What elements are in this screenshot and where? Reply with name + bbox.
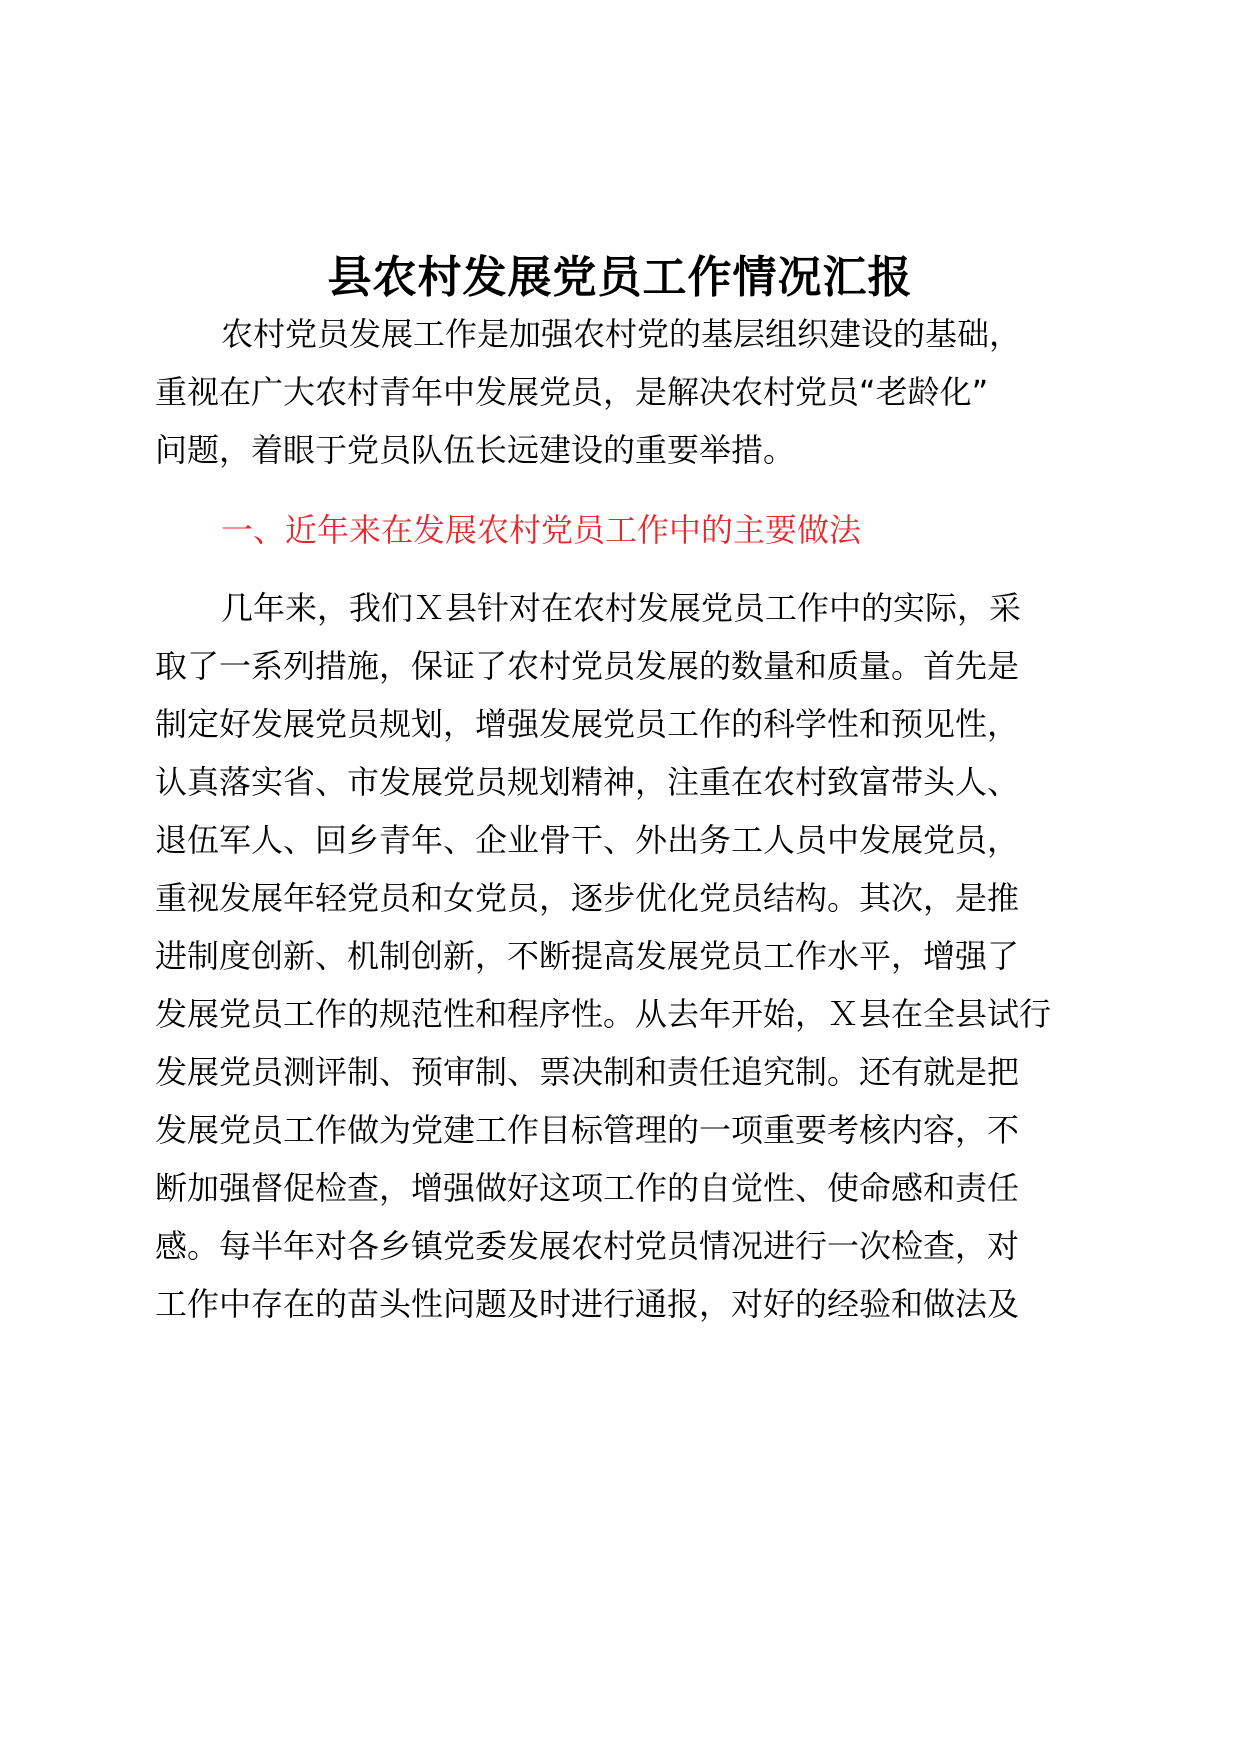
body-line: 几年来，我们Ｘ县针对在农村发展党员工作中的实际，采 [221,589,1022,627]
body-line: 重视发展年轻党员和女党员，逐步优化党员结构。其次，是推 [155,879,1020,917]
body-line: 感。每半年对各乡镇党委发展农村党员情况进行一次检查，对 [155,1227,1020,1265]
body-line: 断加强督促检查，增强做好这项工作的自觉性、使命感和责任 [155,1169,1020,1207]
body-line: 发展党员工作的规范性和程序性。从去年开始，Ｘ县在全县试行 [155,995,1052,1033]
body-line: 进制度创新、机制创新，不断提高发展党员工作水平，增强了 [155,937,1020,975]
document-title: 县农村发展党员工作情况汇报 [327,252,913,303]
intro-line: 问题，着眼于党员队伍长远建设的重要举措。 [155,431,796,469]
body-line: 取了一系列措施，保证了农村党员发展的数量和质量。首先是 [155,647,1020,685]
section-heading: 一、近年来在发展农村党员工作中的主要做法 [221,511,862,549]
body-line: 工作中存在的苗头性问题及时进行通报，对好的经验和做法及 [155,1285,1020,1323]
body-line: 发展党员工作做为党建工作目标管理的一项重要考核内容，不 [155,1111,1020,1149]
intro-line: 农村党员发展工作是加强农村党的基层组织建设的基础， [221,315,1022,353]
intro-line: 重视在广大农村青年中发展党员，是解决农村党员“老龄化” [155,373,989,411]
body-line: 退伍军人、回乡青年、企业骨干、外出务工人员中发展党员， [155,821,1020,859]
body-line: 认真落实省、市发展党员规划精神，注重在农村致富带头人、 [155,763,1020,801]
body-line: 发展党员测评制、预审制、票决制和责任追究制。还有就是把 [155,1053,1020,1091]
body-line: 制定好发展党员规划，增强发展党员工作的科学性和预见性， [155,705,1020,743]
